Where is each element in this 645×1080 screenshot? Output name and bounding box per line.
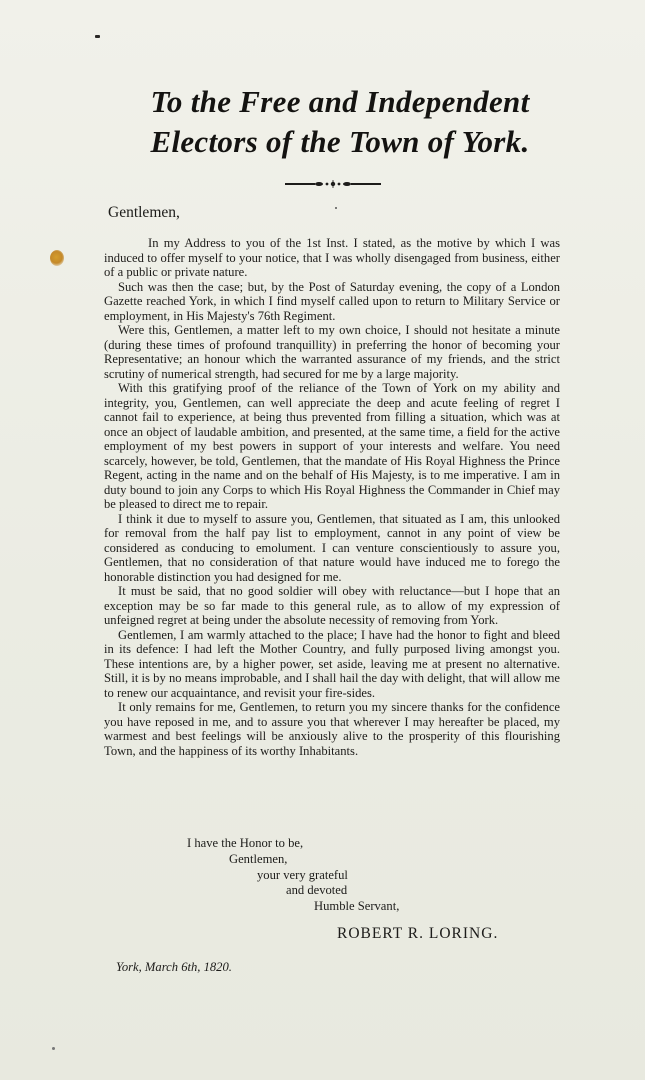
ink-speck bbox=[335, 207, 337, 209]
paragraph-6: It must be said, that no good soldier will obey with reluctance—but I hope that an exception may be so far made to this general rule, as to allow of my expression of unfeigned regret at being under the absolute necessity of removing from York. bbox=[104, 584, 560, 627]
title-line-2: Electors of the Town of York. bbox=[150, 124, 530, 159]
broadside-title bbox=[100, 82, 580, 162]
paragraph-3: Were this, Gentlemen, a matter left to my own choice, I should not hesitate a minute (during these times of profound tranquillity) in preferring the honor of becoming your Representative; an honour which the warranted assurance of my friends, and the strict scrutiny of numerical strength, had secured for me by a large majority. bbox=[104, 323, 560, 381]
title-line-1: To the Free and Independent bbox=[150, 84, 530, 119]
paragraph-2: Such was then the case; but, by the Post of Saturday evening, the copy of a London Gazette reached York, in which I find myself called upon to return to Military Service or employment, in His Majesty's 76th Regiment. bbox=[104, 279, 560, 323]
ink-speck bbox=[95, 35, 100, 38]
paragraph-5: I think it due to myself to assure you, Gentlemen, that situated as I am, this unlooked for removal from the half pay list to employment, cannot in any point of view be considered as conducing to emolument. I can venture conscientiously to assure you, Gentlemen, that no consideration of that nature would have induced me to forego the honorable distinction you had designed for me. bbox=[104, 511, 560, 584]
paragraph-1: In my Address to you of the 1st Inst. I stated, as the motive by which I was induced to offer myself to your notice, that I was wholly disengaged from business, either of a public or private nature. bbox=[104, 236, 560, 279]
closing-line-2: Gentlemen, bbox=[229, 852, 288, 866]
signature: ROBERT R. LORING. bbox=[337, 925, 499, 942]
ink-speck bbox=[52, 1047, 55, 1050]
ornamental-rule-icon bbox=[285, 178, 381, 190]
foxing-stain-icon bbox=[50, 250, 64, 266]
dateline: York, March 6th, 1820. bbox=[116, 960, 232, 974]
paragraph-4: With this gratifying proof of the reliance of the Town of York on my ability and integrity, you, Gentlemen, can well appreciate the deep and acute feeling of regret I cannot fail to experience, at being thus prevented from filling a situation, which was at once an object of laudable ambition, and presented, at the same time, a field for the active employment of my best powers in support of your interests and welfare. You need scarcely, however, be told, Gentlemen, that the mandate of His Royal Highness the Prince Regent, acting in the name and on the behalf of His Majesty, is to me imperative. I am in duty bound to join any Corps to which His Royal Highness the Commander in Chief may be pleased to direct me to repair. bbox=[104, 381, 560, 511]
letter-body bbox=[104, 236, 560, 758]
closing-line-3: your very grateful bbox=[257, 868, 348, 882]
closing-line-1: I have the Honor to be, bbox=[187, 836, 304, 850]
closing-line-4: and devoted bbox=[286, 883, 348, 897]
paragraph-8: It only remains for me, Gentlemen, to return you my sincere thanks for the confidence you have reposed in me, and to assure you that wherever I may hereafter be placed, my warmest and best feelings will be anxiously alive to the prosperity of this flourishing Town, and the happiness of its worthy Inhabitants. bbox=[104, 700, 560, 758]
salutation: Gentlemen, bbox=[108, 204, 180, 221]
closing-line-5: Humble Servant, bbox=[314, 899, 400, 913]
paragraph-7: Gentlemen, I am warmly attached to the place; I have had the honor to fight and bleed in its defence: I had left the Mother Country, and fully purposed living amongst you. These intentions are, by a higher power, set aside, leaving me at present no alternative. Still, it is by no means improbable, and I shall hail the day with delight, that will allow me to renew our acquaintance, and revisit your fire-sides. bbox=[104, 627, 560, 700]
